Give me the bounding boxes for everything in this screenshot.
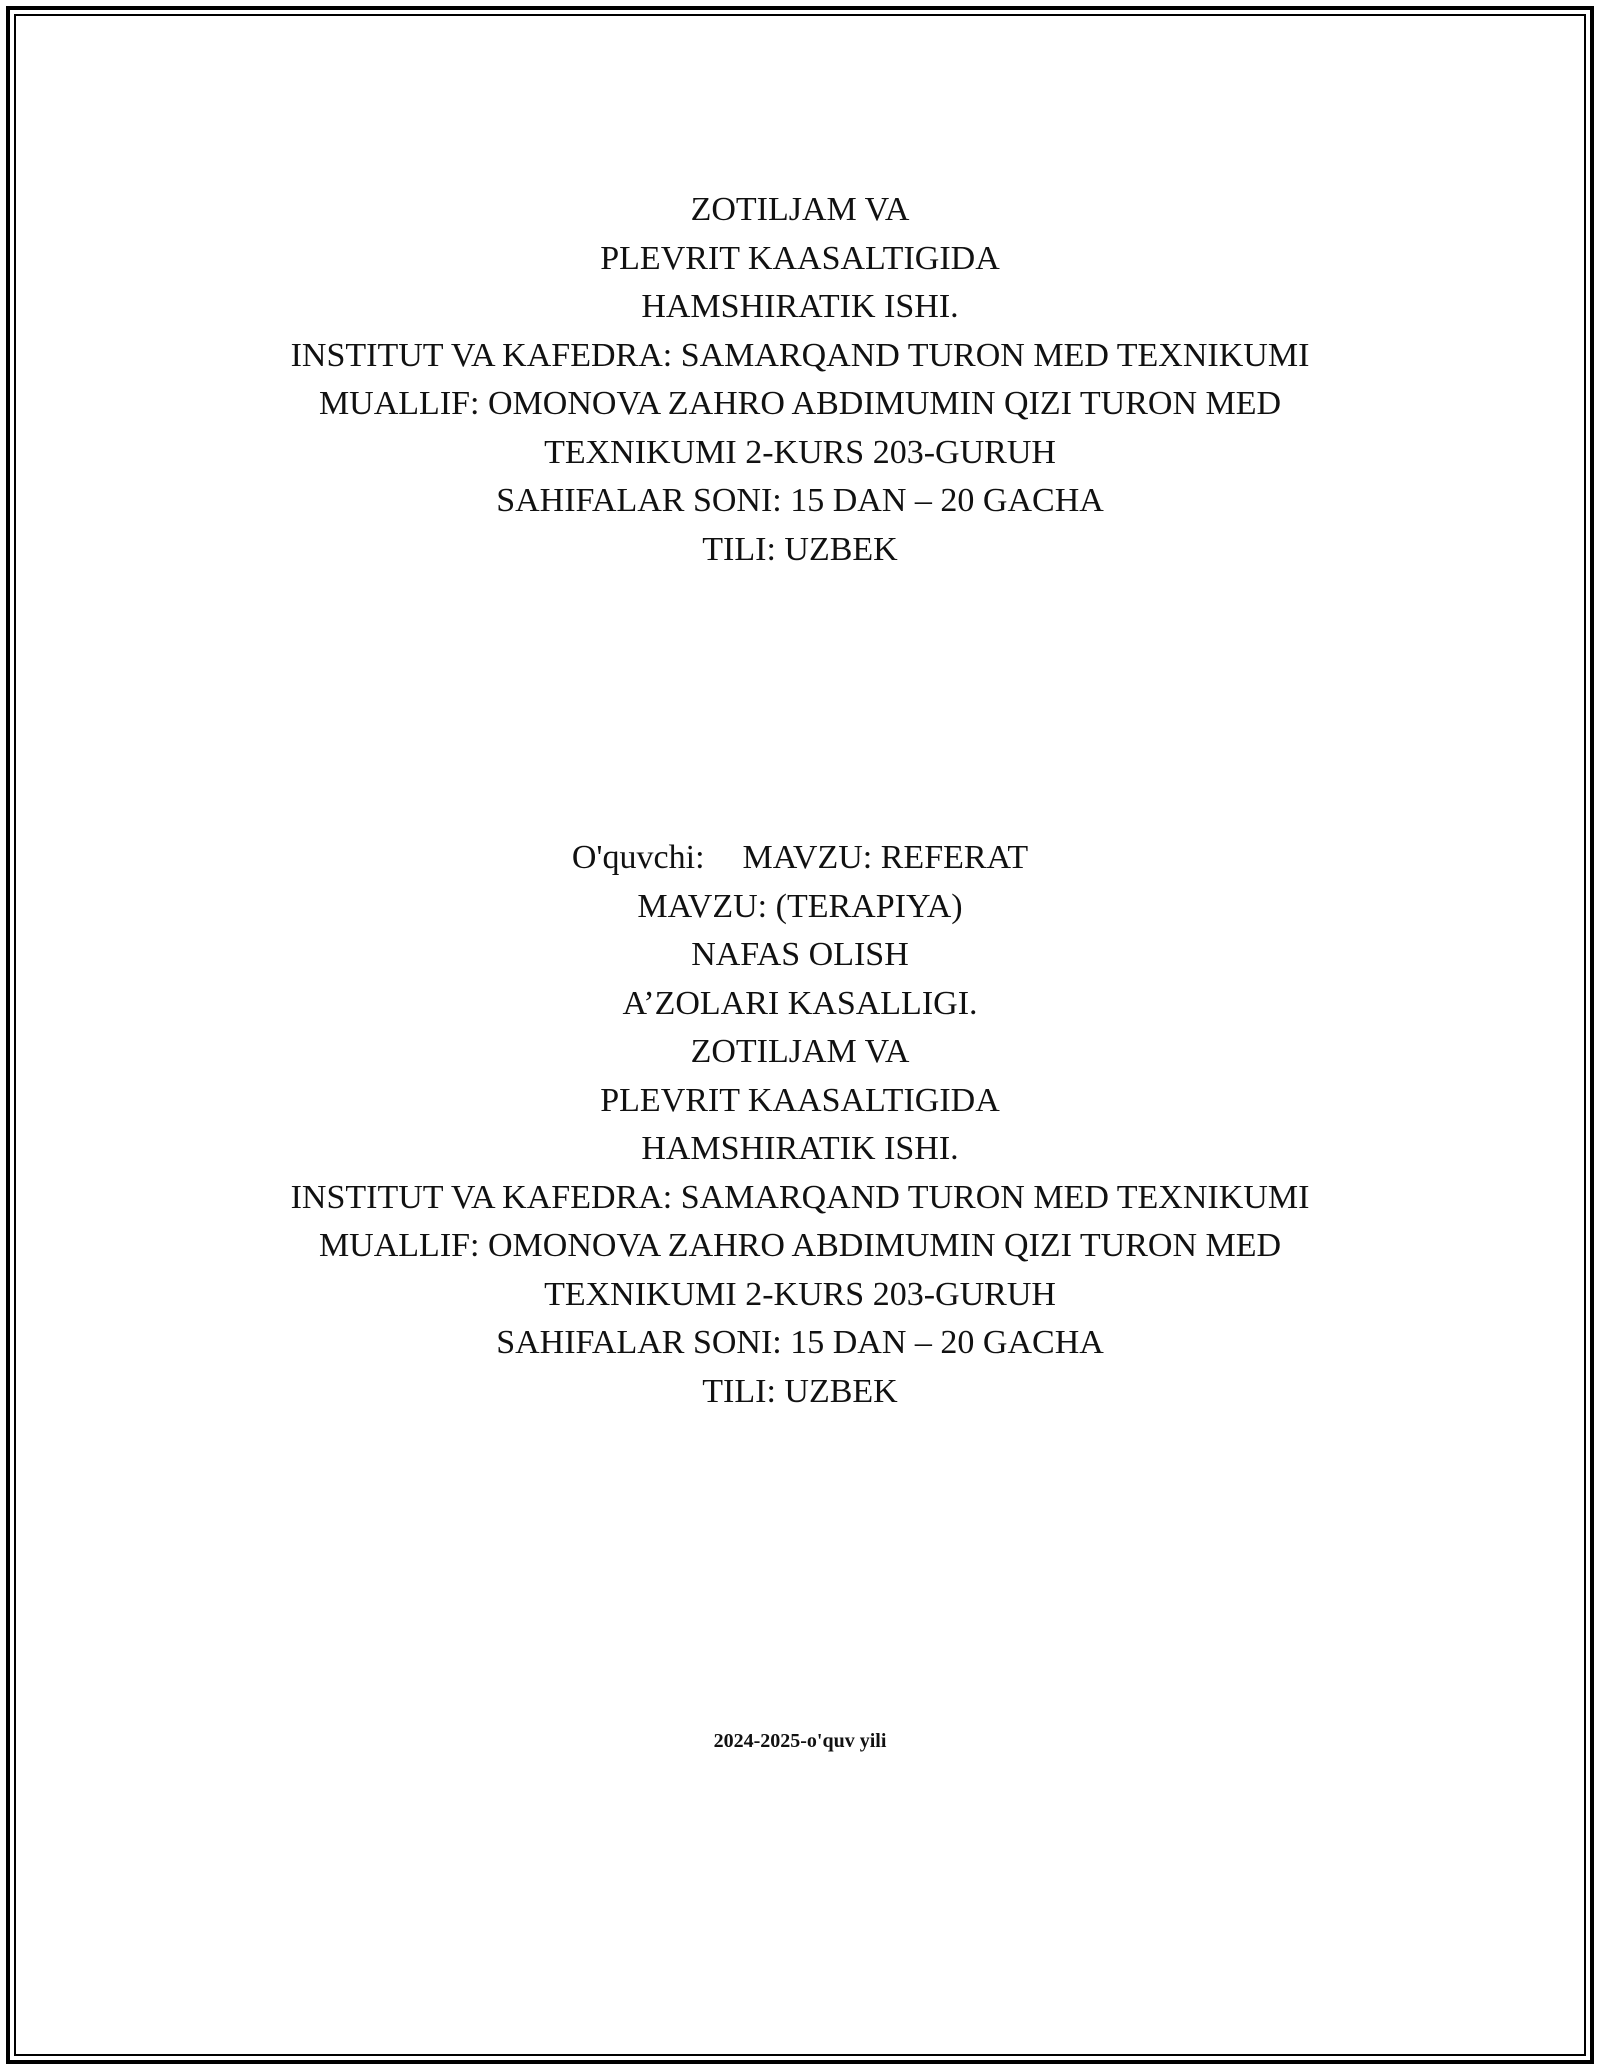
- topic-label: MAVZU: REFERAT: [742, 839, 1029, 876]
- subject-line: NAFAS OLISH: [691, 936, 909, 973]
- institute-line: INSTITUT VA KAFEDRA: SAMARQAND TURON MED TEXNIKUMI: [290, 1178, 1310, 1216]
- title-line: ZOTILJAM VA: [690, 191, 910, 228]
- subject-line: A’ZOLARI KASALLIGI.: [622, 984, 978, 1022]
- author-group-line: TEXNIKUMI 2-KURS 203-GURUH: [544, 433, 1056, 471]
- subject-line: MAVZU: (TERAPIYA): [637, 887, 963, 925]
- institute-line: INSTITUT VA KAFEDRA: SAMARQAND TURON MED TEXNIKUMI: [290, 336, 1310, 374]
- title-line: PLEVRIT KAASALTIGIDA: [600, 1081, 1000, 1119]
- page-count-line: SAHIFALAR SONI: 15 DAN – 20 GACHA: [496, 1324, 1104, 1361]
- academic-year: 2024-2025-o'quv yili: [713, 1730, 887, 1752]
- title-block-top: [0, 186, 1600, 574]
- author-group-line: TEXNIKUMI 2-KURS 203-GURUH: [544, 1275, 1056, 1313]
- student-topic-line: [0, 834, 1600, 883]
- title-line: HAMSHIRATIK ISHI.: [641, 288, 959, 325]
- author-line: MUALLIF: OMONOVA ZAHRO ABDIMUMIN QIZI TURON MED: [318, 1227, 1282, 1264]
- title-line: PLEVRIT KAASALTIGIDA: [600, 239, 1000, 277]
- author-line: MUALLIF: OMONOVA ZAHRO ABDIMUMIN QIZI TURON MED: [318, 385, 1282, 422]
- language-line: TILI: UZBEK: [702, 1372, 898, 1410]
- language-line: TILI: UZBEK: [702, 530, 898, 568]
- title-line: HAMSHIRATIK ISHI.: [641, 1130, 959, 1167]
- page-count-line: SAHIFALAR SONI: 15 DAN – 20 GACHA: [496, 482, 1104, 519]
- title-block-bottom: [0, 834, 1600, 1416]
- student-label: O'quvchi:: [571, 839, 705, 876]
- title-line: ZOTILJAM VA: [690, 1033, 910, 1070]
